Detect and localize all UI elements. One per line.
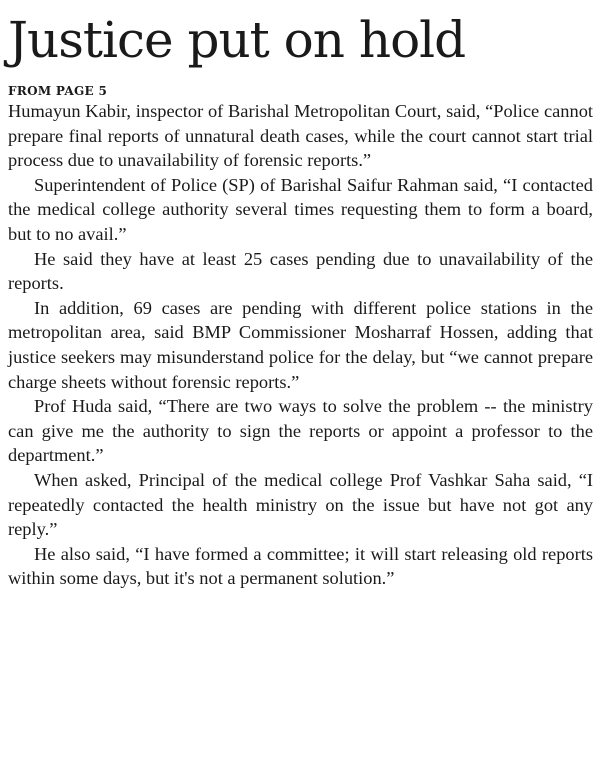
paragraph: Humayun Kabir, inspector of Barishal Metropolitan Court, said, “Police cannot prepare final reports of unnatural death cases, while the court cannot start trial process due to unavailability of forensic reports.” <box>8 101 593 171</box>
paragraph: He said they have at least 25 cases pending due to unavailability of the reports. <box>8 248 593 294</box>
paragraph: He also said, “I have formed a committee; it will start releasing old reports within some days, but it's not a permanent solution.” <box>8 543 593 589</box>
news-clipping <box>8 4 593 591</box>
article-body <box>8 99 593 591</box>
paragraph: In addition, 69 cases are pending with different police stations in the metropolitan area, said BMP Commissioner Mosharraf Hossen, adding that justice seekers may misunderstand police for the delay, but “we cannot prepare charge sheets without forensic reports.” <box>8 297 593 392</box>
headline: Justice put on hold <box>8 11 466 69</box>
paragraph: When asked, Principal of the medical college Prof Vashkar Saha said, “I repeatedly contacted the health ministry on the issue but have not got any reply.” <box>8 469 593 540</box>
jump-line: FROM PAGE 5 <box>8 84 108 98</box>
paragraph: Prof Huda said, “There are two ways to solve the problem -- the ministry can give me the authority to sign the reports or appoint a professor to the department.” <box>8 396 593 466</box>
paragraph: Superintendent of Police (SP) of Barishal Saifur Rahman said, “I contacted the medical college authority several times requesting them to form a board, but to no avail.” <box>8 174 593 244</box>
